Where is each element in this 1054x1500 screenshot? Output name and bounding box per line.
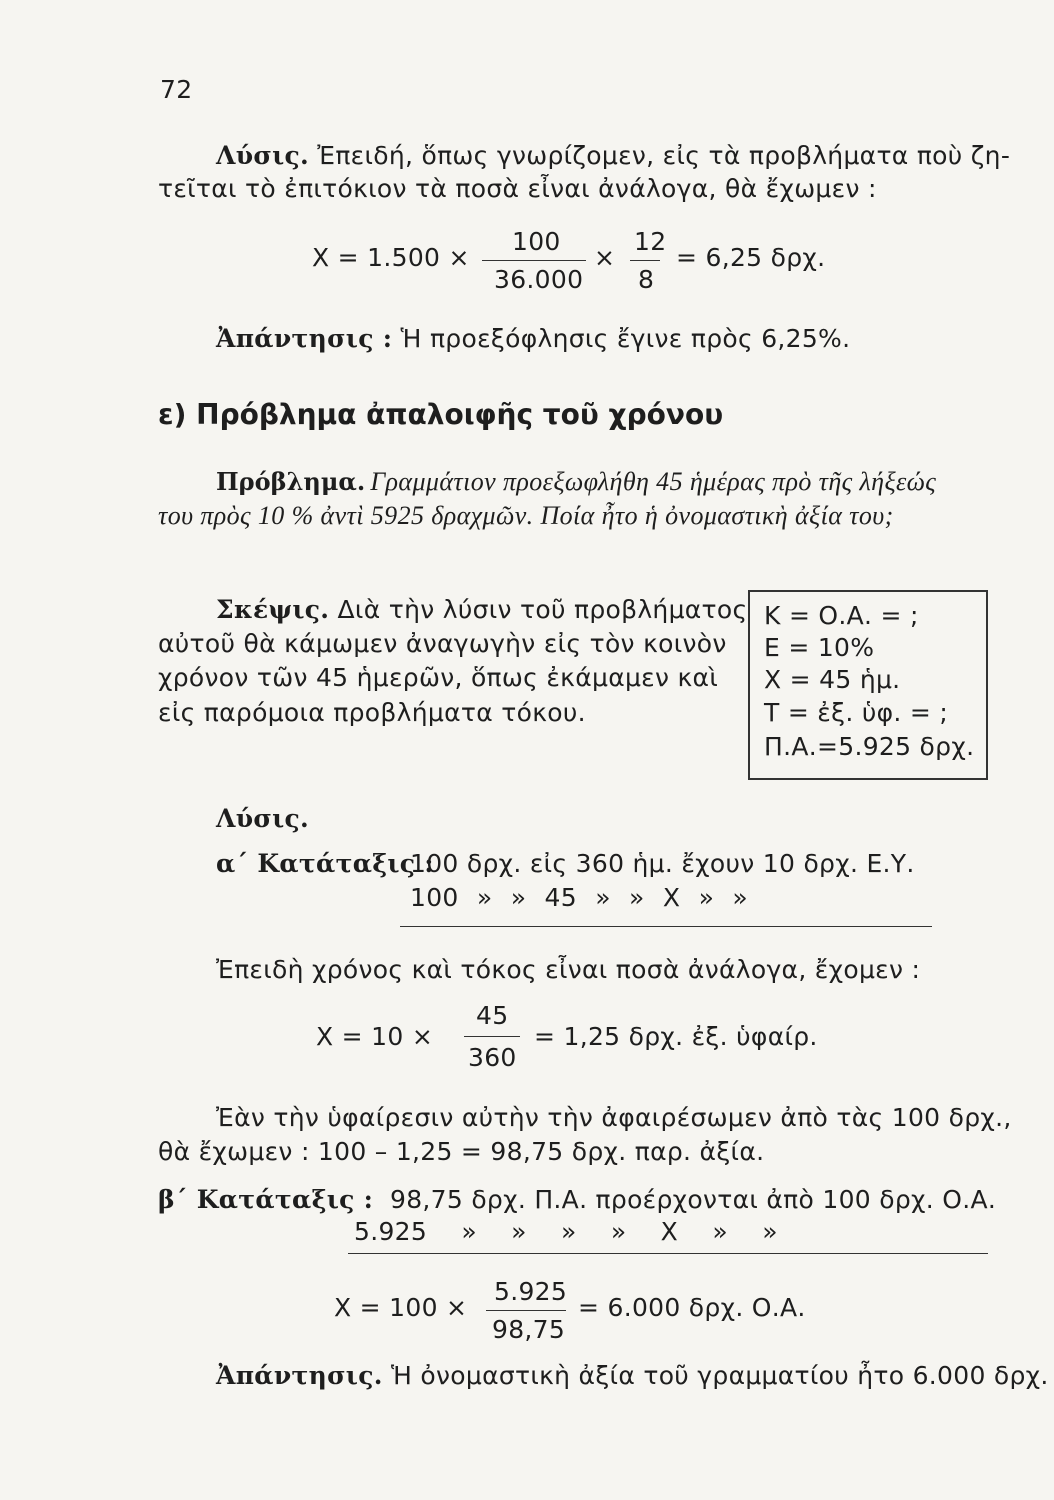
fraction-bar (630, 260, 660, 261)
formula-lhs: Χ = 10 × (316, 1022, 434, 1051)
fraction-denominator: 98,75 (492, 1315, 566, 1344)
fraction-bar (482, 260, 586, 261)
answer-label: Ἀπάντησις. (216, 1361, 383, 1390)
given-line: Ε = 10% (764, 633, 875, 662)
answer-text: Ἡ ὀνομαστικὴ ἀξία τοῦ γραμματίου ἦτο 6.000 δρχ. (390, 1361, 1049, 1390)
problem-line (216, 466, 936, 501)
thought-text: Διὰ τὴν λύσιν τοῦ προβλήματος (337, 595, 748, 624)
formula-result: = 6.000 δρχ. Ο.Α. (578, 1293, 806, 1322)
paragraph-line: Ἐὰν τὴν ὑφαίρεσιν αὐτὴν τὴν ἀφαιρέσωμεν ἀπὸ τὰς 100 δρχ., (216, 1103, 1012, 1132)
thought-line: αὐτοῦ θὰ κάμωμεν ἀναγωγὴν εἰς τὸν κοινὸν (158, 629, 727, 658)
arrangement-rule (400, 926, 932, 927)
problem-text: Γραμμάτιον προεξωφλήθη 45 ἡμέρας πρὸ τῆς λήξεώς (370, 467, 937, 496)
formula-lhs: Χ = 100 × (334, 1293, 468, 1322)
paragraph-line: θὰ ἔχωμεν : 100 – 1,25 = 98,75 δρχ. παρ. ἀξία. (158, 1137, 765, 1166)
arrangement-row: 100 » » 45 » » Χ » » (410, 883, 749, 912)
section-heading: ε) Πρόβλημα ἀπαλοιφῆς τοῦ χρόνου (158, 398, 724, 431)
fraction-numerator: 12 (634, 227, 667, 256)
arrangement-rule (348, 1253, 988, 1254)
problem-line: του πρὸς 10 % ἀντὶ 5925 δραχμῶν. Ποία ἦτο ἡ ὀνομαστικὴ ἀξία του; (158, 501, 894, 530)
given-line: Κ = Ο.Α. = ; (764, 601, 919, 630)
fraction-denominator: 36.000 (494, 265, 584, 294)
thought-line: εἰς παρόμοια προβλήματα τόκου. (158, 698, 586, 727)
answer-line (216, 323, 850, 355)
solution-text: Ἐπειδή, ὅπως γνωρίζομεν, εἰς τὰ προβλήματα ποὺ ζη- (317, 141, 1011, 170)
given-line: Π.Α.=5.925 δρχ. (764, 732, 975, 761)
page-number: 72 (160, 75, 193, 104)
fraction-numerator: 100 (512, 227, 561, 256)
solution-paragraph-line (216, 140, 1010, 172)
times-sign: × (594, 243, 616, 272)
fraction-denominator: 360 (468, 1043, 517, 1072)
solution-label: Λύσις. (216, 804, 309, 833)
formula-result: = 6,25 δρχ. (676, 243, 826, 272)
thought-label: Σκέψις. (216, 595, 330, 624)
fraction-bar (464, 1036, 520, 1037)
answer-label: Ἀπάντησις : (216, 324, 393, 353)
arrangement-row: 98,75 δρχ. Π.Α. προέρχονται ἀπὸ 100 δρχ. Ο.Α. (390, 1185, 997, 1214)
problem-label: Πρόβλημα. (216, 467, 366, 496)
fraction-denominator: 8 (638, 265, 655, 294)
answer-line (216, 1360, 1049, 1392)
arrangement-label: β΄ Κατάταξις : (158, 1185, 374, 1214)
arrangement-row: 5.925 » » » » Χ » » (354, 1217, 778, 1246)
given-line: Χ = 45 ἡμ. (764, 665, 901, 694)
fraction-bar (486, 1310, 566, 1311)
solution-paragraph-line: τεῖται τὸ ἐπιτόκιον τὰ ποσὰ εἶναι ἀνάλογα, θὰ ἔχωμεν : (158, 174, 877, 203)
fraction-numerator: 5.925 (494, 1277, 568, 1306)
answer-text: Ἡ προεξόφλησις ἔγινε πρὸς 6,25%. (400, 324, 851, 353)
given-line: Τ = ἐξ. ὑφ. = ; (764, 698, 949, 727)
formula-result: = 1,25 δρχ. ἐξ. ὑφαίρ. (534, 1022, 818, 1051)
thought-line: χρόνον τῶν 45 ἡμερῶν, ὅπως ἐκάμαμεν καὶ (158, 663, 719, 692)
thought-line (216, 594, 747, 626)
formula-lhs: Χ = 1.500 × (312, 243, 470, 272)
arrangement-label: α΄ Κατάταξις : (216, 849, 434, 878)
solution-label: Λύσις. (216, 141, 309, 170)
arrangement-row: 100 δρχ. εἰς 360 ἡμ. ἔχουν 10 δρχ. Ε.Υ. (410, 849, 915, 878)
since-line: Ἐπειδὴ χρόνος καὶ τόκος εἶναι ποσὰ ἀνάλογα, ἔχομεν : (216, 955, 921, 984)
fraction-numerator: 45 (476, 1001, 509, 1030)
